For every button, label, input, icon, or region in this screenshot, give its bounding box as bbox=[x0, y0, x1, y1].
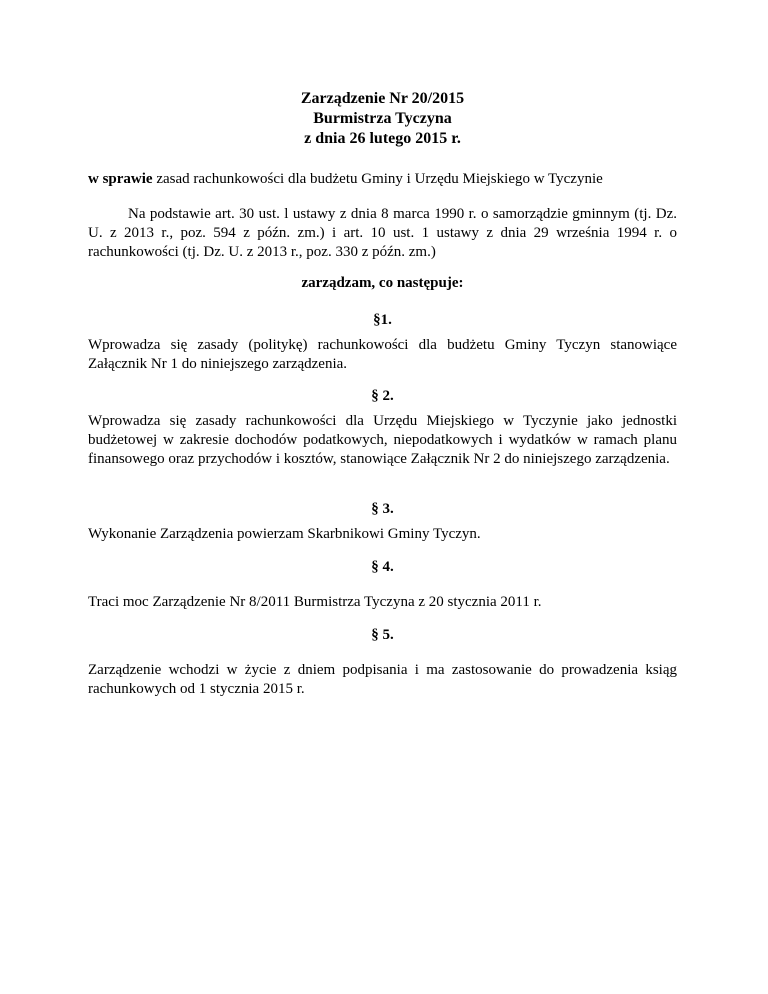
legal-basis-paragraph: Na podstawie art. 30 ust. l ustawy z dnia 8 marca 1990 r. o samorządzie gminnym (tj. Dz. U. z 2013 r., poz. 594 z późn. zm.) i art. 10 ust. 1 ustawy z dnia 29 września 1994 r. o rachunkowości (tj. Dz. U. z 2013 r., poz. 330 z późn. zm.) bbox=[88, 206, 677, 260]
title-line-1: Zarządzenie Nr 20/2015 bbox=[300, 90, 465, 107]
document-title bbox=[88, 89, 677, 149]
section-4-text: Traci moc Zarządzenie Nr 8/2011 Burmistrza Tyczyna z 20 stycznia 2011 r. bbox=[88, 594, 542, 610]
section-3-text: Wykonanie Zarządzenia powierzam Skarbnikowi Gminy Tyczyn. bbox=[88, 526, 481, 542]
section-4-heading: § 4. bbox=[371, 559, 394, 575]
title-line-2: Burmistrza Tyczyna bbox=[313, 110, 452, 127]
section-5-text: Zarządzenie wchodzi w życie z dniem podpisania i ma zastosowanie do prowadzenia ksiąg rachunkowych od 1 stycznia 2015 r. bbox=[88, 662, 677, 697]
subject-prefix: w sprawie bbox=[88, 171, 153, 187]
section-1-text: Wprowadza się zasady (politykę) rachunkowości dla budżetu Gminy Tyczyn stanowiące Załącznik Nr 1 do niniejszego zarządzenia. bbox=[88, 337, 677, 372]
section-2-text: Wprowadza się zasady rachunkowości dla Urzędu Miejskiego w Tyczynie jako jednostki budżetowej w zakresie dochodów podatkowych, niepodatkowych i wydatków w ramach planu finansowego oraz przychodów i kosztów, stanowiące Załącznik Nr 2 do niniejszego zarządzenia. bbox=[88, 413, 677, 467]
title-line-3: z dnia 26 lutego 2015 r. bbox=[304, 130, 461, 147]
subject-line bbox=[88, 170, 677, 189]
subject-text: zasad rachunkowości dla budżetu Gminy i Urzędu Miejskiego w Tyczynie bbox=[152, 171, 603, 187]
section-5-heading: § 5. bbox=[371, 627, 394, 643]
decree-phrase: zarządzam, co następuje: bbox=[301, 275, 464, 291]
section-3-heading: § 3. bbox=[371, 501, 394, 517]
section-1-heading: §1. bbox=[373, 312, 392, 328]
section-2-heading: § 2. bbox=[371, 388, 394, 404]
